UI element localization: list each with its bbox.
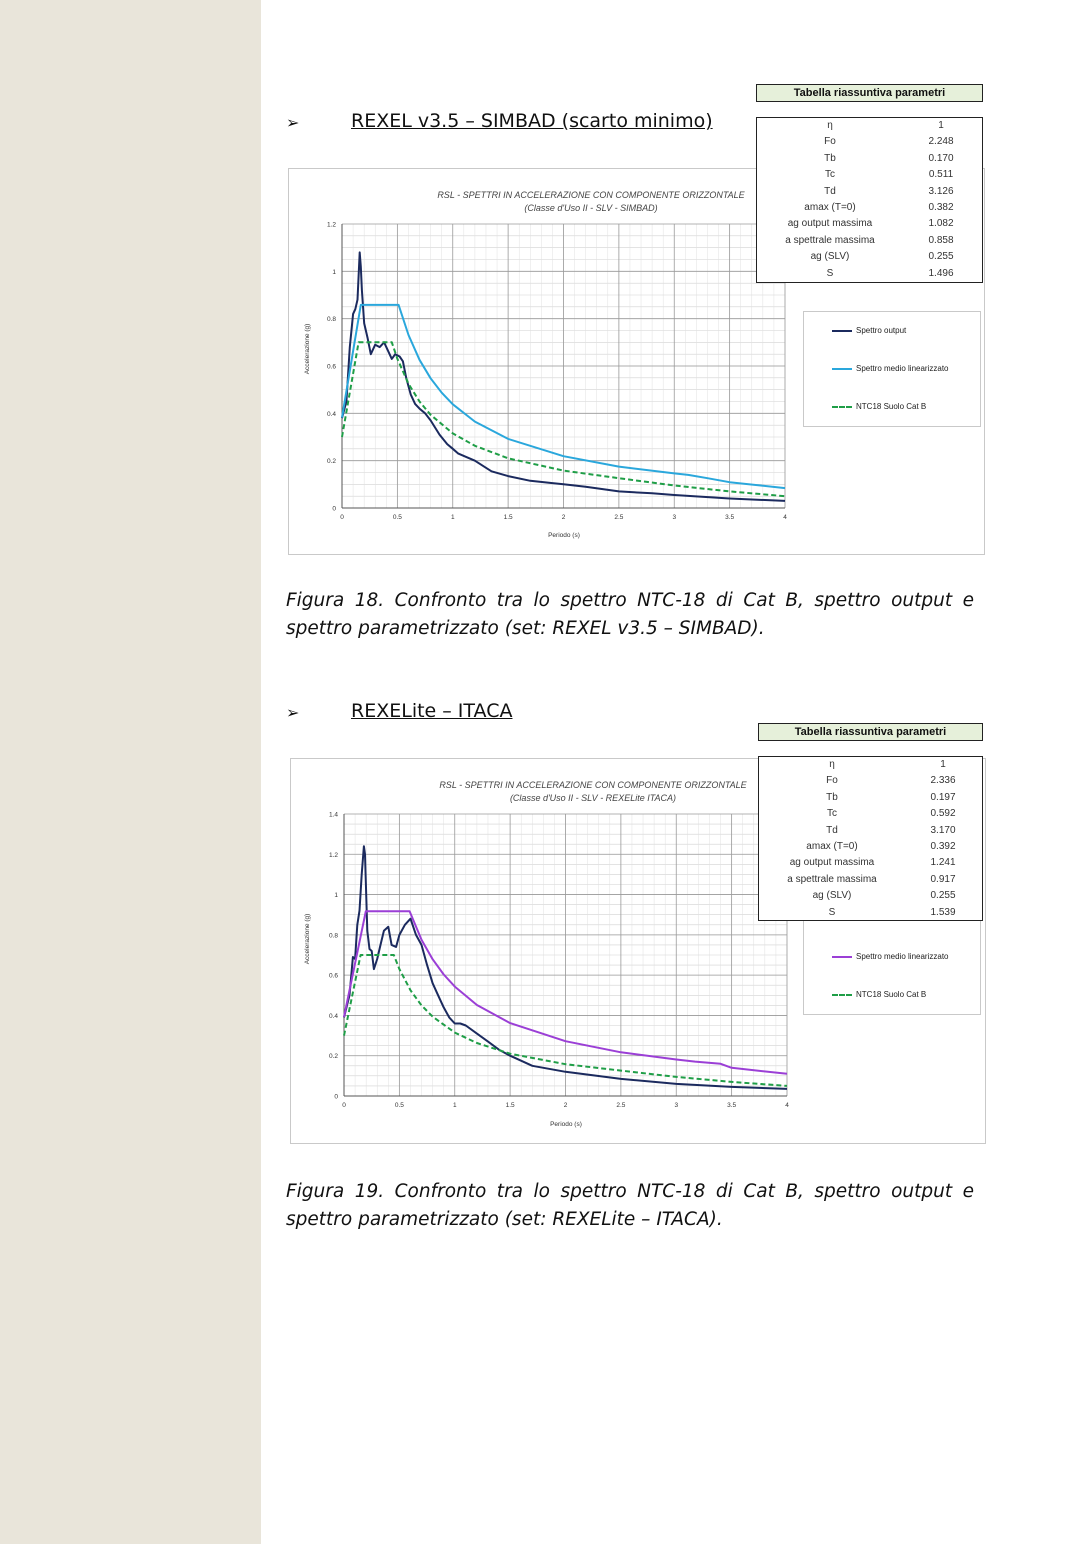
parameter-name: a spettrale massima (787, 873, 877, 885)
x-tick-label: 3 (674, 1102, 679, 1109)
chart-subtitle: (Classe d'Uso II - SLV - SIMBAD) (524, 203, 658, 213)
legend-item (856, 326, 906, 335)
x-tick-label: 4 (785, 1102, 789, 1109)
parameter-name: Td (824, 185, 836, 197)
x-axis-label: Periodo (s) (550, 1121, 582, 1128)
parameter-value: 0.255 (928, 251, 954, 263)
y-axis-label: Accelerazione (g) (304, 323, 311, 375)
parameter-value: 1 (940, 759, 946, 770)
parameter-name: Td (826, 824, 838, 836)
parameter-row (757, 151, 982, 167)
parameter-value: 0.917 (930, 873, 956, 885)
parameter-row (759, 806, 982, 822)
x-tick-label: 2 (561, 514, 566, 521)
parameter-row (757, 200, 982, 216)
parameter-row (757, 216, 982, 232)
parameter-name: ag output massima (789, 857, 875, 869)
legend-label: Spettro medio linearizzato (856, 364, 949, 373)
parameter-value: 1.241 (930, 857, 956, 869)
parameter-value: 0.197 (930, 791, 956, 803)
page-sidebar (0, 0, 261, 1544)
legend-item (856, 402, 926, 411)
parameter-row (759, 790, 982, 806)
parameter-value: 1.496 (928, 267, 954, 279)
parameter-row (757, 134, 982, 150)
parameter-row (757, 233, 982, 249)
y-tick-label: 1 (332, 268, 336, 276)
plot-grid (342, 224, 785, 508)
parameter-name: Fo (826, 775, 838, 787)
y-tick-label: 0.8 (328, 932, 338, 940)
x-tick-label: 3 (672, 514, 677, 521)
legend-label: Spettro medio linearizzato (856, 952, 949, 961)
y-tick-label: 1 (334, 892, 338, 900)
parameter-row (759, 905, 982, 921)
parameter-name: ag (SLV) (812, 890, 852, 902)
parameter-row (759, 773, 982, 789)
y-tick-label: 0.6 (326, 363, 336, 371)
y-tick-label: 0.2 (328, 1053, 338, 1061)
parameter-name: ag (SLV) (810, 251, 850, 263)
parameter-name: a spettrale massima (785, 234, 875, 246)
y-tick-label: 0 (334, 1093, 338, 1101)
figure-caption: Figura 19. Confronto tra lo spettro NTC-18 di Cat B, spettro output e spettro parametrizzato (set: REXELite – ITACA). (286, 1181, 974, 1230)
x-axis-label: Periodo (s) (548, 532, 580, 539)
y-tick-label: 0 (332, 505, 336, 513)
parameter-name: Tc (825, 169, 835, 181)
parameter-value: 0.170 (928, 152, 954, 164)
legend-swatch (832, 956, 852, 958)
x-tick-label: 3.5 (725, 514, 735, 521)
parameter-value: 3.126 (928, 185, 954, 197)
chart-title: RSL - SPETTRI IN ACCELERAZIONE CON COMPONENTE ORIZZONTALE (437, 190, 745, 200)
parameter-name: Tc (827, 808, 837, 820)
x-tick-label: 0.5 (392, 514, 402, 521)
parameter-value: 2.336 (930, 775, 956, 787)
x-tick-label: 4 (783, 514, 787, 521)
parameter-name: η (829, 759, 835, 770)
legend-swatch (832, 406, 852, 408)
parameter-name: S (828, 906, 836, 918)
parameter-row (759, 839, 982, 855)
y-tick-label: 0.8 (326, 316, 336, 324)
chart-legend (803, 909, 981, 1015)
x-tick-label: 1 (450, 514, 455, 521)
plot-grid (344, 814, 787, 1096)
legend-item (856, 952, 949, 961)
x-tick-label: 1 (452, 1102, 457, 1109)
x-tick-label: 1.5 (503, 514, 513, 521)
figure-caption: Figura 18. Confronto tra lo spettro NTC-18 di Cat B, spettro output e spettro parametrizzato (set: REXEL v3.5 – SIMBAD). (286, 590, 974, 639)
parameter-name: Tb (826, 791, 838, 803)
y-tick-label: 0.6 (328, 972, 338, 980)
parameter-value: 1.082 (928, 218, 954, 230)
y-tick-label: 1.4 (328, 811, 338, 819)
parameter-row (759, 757, 982, 773)
chart-subtitle: (Classe d'Uso II - SLV - REXELite ITACA) (509, 793, 677, 803)
parameter-row (759, 823, 982, 839)
chart-legend (803, 311, 981, 427)
parameter-row (759, 888, 982, 904)
parameter-row (757, 118, 982, 134)
legend-item (856, 990, 926, 999)
parameter-table-title: Tabella riassuntiva parametri (758, 723, 983, 741)
legend-swatch (832, 330, 852, 332)
parameter-name: Tb (824, 152, 836, 164)
parameter-value: 1 (938, 120, 944, 131)
chart-title: RSL - SPETTRI IN ACCELERAZIONE CON COMPONENTE ORIZZONTALE (439, 780, 747, 790)
parameter-table (758, 756, 983, 921)
parameter-value: 3.170 (930, 824, 956, 836)
parameter-row (757, 266, 982, 282)
legend-swatch (832, 368, 852, 370)
parameter-value: 0.382 (928, 201, 954, 213)
parameter-name: amax (T=0) (806, 840, 858, 852)
y-tick-label: 1.2 (326, 221, 336, 229)
x-tick-label: 2 (563, 1102, 568, 1109)
parameter-value: 0.392 (930, 840, 956, 852)
x-tick-label: 3.5 (727, 1102, 737, 1109)
legend-label: NTC18 Suolo Cat B (856, 990, 927, 999)
legend-label: Spettro output (856, 326, 907, 335)
parameter-row (759, 872, 982, 888)
legend-swatch (832, 994, 852, 996)
y-tick-label: 0.4 (326, 410, 336, 418)
parameter-table (756, 117, 983, 283)
y-axis-label: Accelerazione (g) (304, 913, 311, 965)
bullet-marker: ➢ (286, 113, 300, 132)
x-tick-label: 2.5 (616, 1102, 626, 1109)
parameter-name: η (827, 120, 833, 131)
x-tick-label: 0.5 (394, 1102, 404, 1109)
parameter-table-title: Tabella riassuntiva parametri (756, 84, 983, 102)
legend-item (856, 364, 949, 373)
parameter-name: S (826, 267, 834, 279)
x-tick-label: 2.5 (614, 514, 624, 521)
parameter-value: 2.248 (928, 136, 954, 148)
parameter-name: ag output massima (787, 218, 873, 230)
parameter-row (759, 855, 982, 871)
parameter-value: 0.592 (930, 808, 956, 820)
parameter-name: amax (T=0) (804, 201, 856, 213)
bullet-marker: ➢ (286, 703, 300, 722)
y-tick-label: 1.2 (328, 851, 338, 859)
x-tick-label: 0 (342, 1102, 346, 1109)
section-heading: REXEL v3.5 – SIMBAD (scarto minimo) (351, 110, 713, 132)
y-tick-label: 0.4 (328, 1012, 338, 1020)
parameter-row (757, 167, 982, 183)
section-heading: REXELite – ITACA (351, 700, 513, 722)
y-tick-label: 0.2 (326, 458, 336, 466)
x-tick-label: 1.5 (505, 1102, 515, 1109)
parameter-value: 0.511 (928, 169, 954, 181)
parameter-value: 0.255 (930, 890, 956, 902)
legend-label: NTC18 Suolo Cat B (856, 402, 927, 411)
parameter-row (757, 184, 982, 200)
x-tick-label: 0 (340, 514, 344, 521)
parameter-value: 1.539 (930, 906, 956, 918)
parameter-row (757, 249, 982, 265)
parameter-value: 0.858 (928, 234, 954, 246)
parameter-name: Fo (824, 136, 836, 148)
